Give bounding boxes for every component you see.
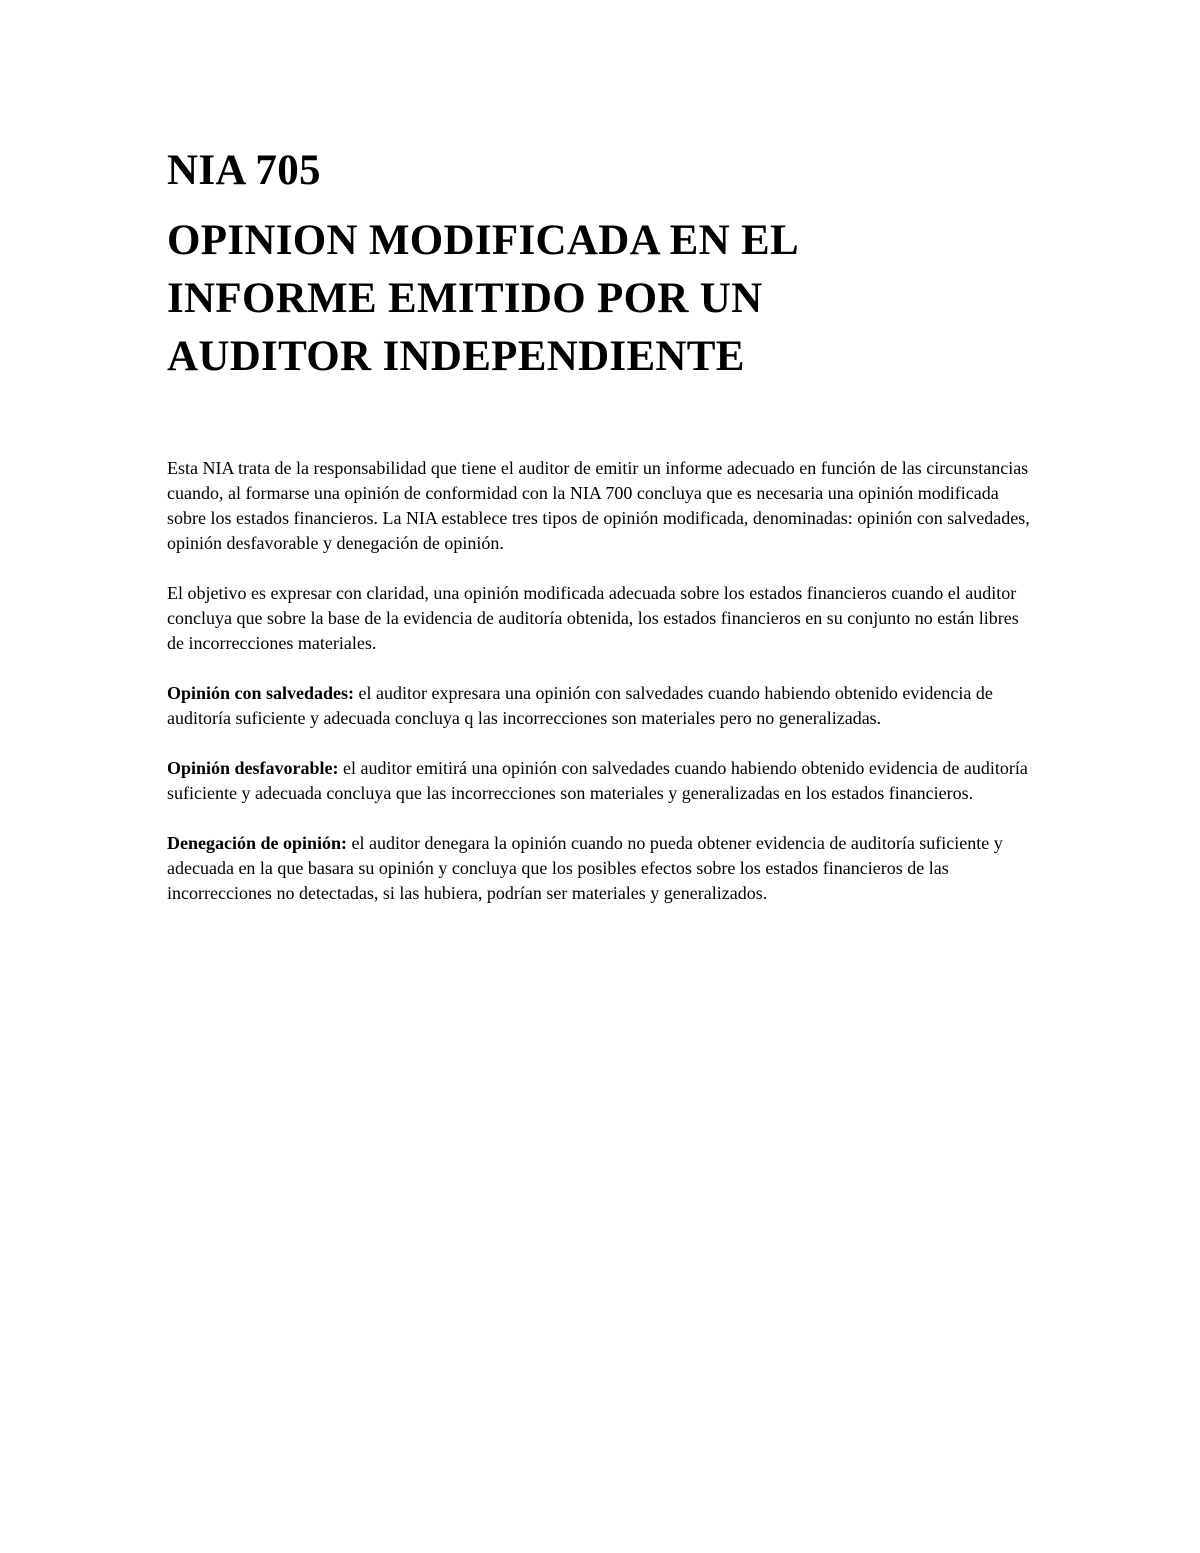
paragraph-text: el auditor expresara una opinión con salvedades cuando habiendo obtenido evidencia de auditoría suficiente y adecuada concluya q las incorrecciones son materiales pero no generalizadas.	[167, 683, 993, 728]
paragraph-objective	[167, 581, 1037, 656]
document-title	[167, 212, 1037, 386]
paragraph-intro	[167, 456, 1037, 556]
paragraph-disclaimer-opinion	[167, 831, 1037, 906]
paragraph-text: el auditor emitirá una opinión con salvedades cuando habiendo obtenido evidencia de auditoría suficiente y adecuada concluya que las incorrecciones son materiales y generalizadas en los estados financieros.	[167, 758, 1028, 803]
document-body	[167, 456, 1037, 906]
paragraph-text: Esta NIA trata de la responsabilidad que tiene el auditor de emitir un informe adecuado en función de las circunstancias cuando, al formarse una opinión de conformidad con la NIA 700 concluya que es necesaria una opinión modificada sobre los estados financieros. La NIA establece tres tipos de opinión modificada, denominadas: opinión con salvedades, opinión desfavorable y denegación de opinión.	[167, 458, 1030, 553]
title-line: AUDITOR INDEPENDIENTE	[167, 333, 745, 380]
paragraph-qualified-opinion	[167, 681, 1037, 731]
paragraph-lead: Opinión desfavorable:	[167, 758, 339, 778]
paragraph-text: El objetivo es expresar con claridad, una opinión modificada adecuada sobre los estados financieros cuando el auditor concluya que sobre la base de la evidencia de auditoría obtenida, los estados financieros en su conjunto no están libres de incorrecciones materiales.	[167, 583, 1019, 653]
title-line: INFORME EMITIDO POR UN	[167, 275, 763, 322]
title-line: OPINION MODIFICADA EN EL	[167, 217, 799, 264]
paragraph-lead: Denegación de opinión:	[167, 833, 348, 853]
document-code: NIA 705	[167, 147, 321, 194]
paragraph-adverse-opinion	[167, 756, 1037, 806]
paragraph-lead: Opinión con salvedades:	[167, 683, 355, 703]
document-content	[167, 140, 1037, 931]
paragraph-text: el auditor denegara la opinión cuando no pueda obtener evidencia de auditoría suficiente y adecuada en la que basara su opinión y concluya que los posibles efectos sobre los estados financieros de las incorrecciones no detectadas, si las hubiera, podrían ser materiales y generalizados.	[167, 833, 1003, 903]
